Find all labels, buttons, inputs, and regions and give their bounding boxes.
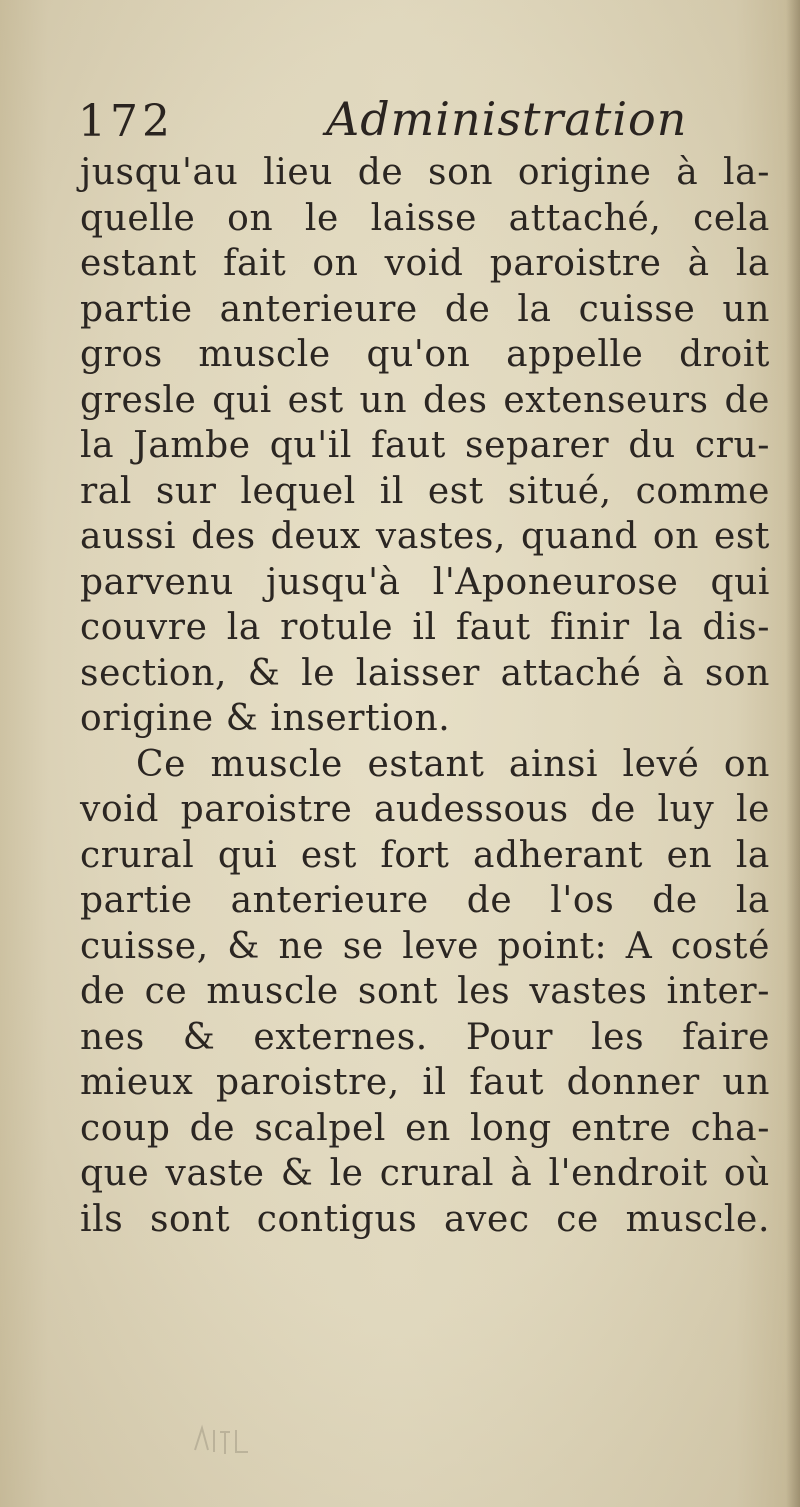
text-line: crural qui est fort adherant en la [80, 834, 770, 876]
text-line: nes & externes. Pour les faire [80, 1016, 770, 1058]
page-number: 172 [78, 96, 174, 147]
text-line: void paroistre audessous de luy le [80, 789, 770, 830]
text-line: aussi des deux vastes, quand on est [80, 516, 770, 557]
body-text [80, 150, 770, 1242]
text-line: couvre la rotule il faut finir la dis- [80, 607, 770, 648]
running-title: Administration [326, 92, 688, 146]
text-line: coup de scalpel en long entre cha- [80, 1107, 770, 1149]
text-line: origine & insertion. [80, 698, 451, 739]
text-line: la Jambe qu'il faut separer du cru- [80, 425, 770, 466]
text-line: mieux paroistre, il faut donner un [80, 1062, 770, 1103]
page-edge-shadow [786, 0, 800, 1507]
text-line: partie anterieure de l'os de la [80, 880, 770, 921]
page-header [78, 92, 728, 152]
text-line: parvenu jusqu'à l'Aponeurose qui [80, 561, 770, 603]
text-line: Ce muscle estant ainsi levé on [136, 743, 770, 785]
text-line: jusqu'au lieu de son origine à la- [80, 152, 770, 193]
text-line: section, & le laisser attaché à son [80, 652, 770, 694]
text-line: ral sur lequel il est situé, comme [80, 470, 770, 512]
text-line: quelle on le laisse attaché, cela [80, 197, 770, 239]
text-line: de ce muscle sont les vastes inter- [80, 971, 770, 1012]
text-line: gros muscle qu'on appelle droit [80, 334, 770, 375]
text-line: estant fait on void paroistre à la [80, 243, 770, 284]
text-line: partie anterieure de la cuisse un [80, 288, 770, 330]
signature-mark [190, 1420, 260, 1460]
text-line: cuisse, & ne se leve point: A costé [80, 925, 770, 967]
text-line: ils sont contigus avec ce muscle. [80, 1198, 770, 1240]
text-line: gresle qui est un des extenseurs de [80, 379, 770, 421]
text-line: que vaste & le crural à l'endroit où [80, 1153, 770, 1194]
